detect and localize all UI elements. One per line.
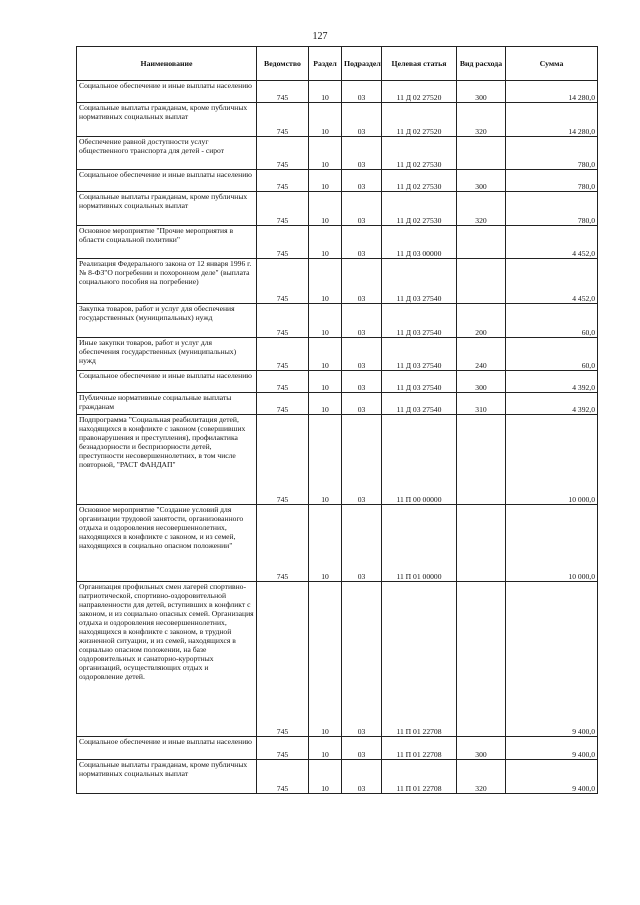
budget-table xyxy=(76,46,598,794)
table-row xyxy=(77,103,598,137)
cell-name: Социальные выплаты гражданам, кроме публичных нормативных социальных выплат xyxy=(77,103,257,137)
cell-dept: 745 xyxy=(257,505,309,582)
cell-subsection: 03 xyxy=(342,371,382,393)
cell-name: Основное мероприятие "Прочие мероприятия в области социальной политики" xyxy=(77,226,257,259)
cell-exptype: 300 xyxy=(457,81,506,103)
cell-amount: 4 452,0 xyxy=(506,259,598,304)
cell-section: 10 xyxy=(309,103,342,137)
cell-exptype: 300 xyxy=(457,371,506,393)
cell-subsection: 03 xyxy=(342,226,382,259)
cell-section: 10 xyxy=(309,192,342,226)
cell-name: Социальные выплаты гражданам, кроме публичных нормативных социальных выплат xyxy=(77,192,257,226)
table-row xyxy=(77,338,598,371)
cell-section: 10 xyxy=(309,371,342,393)
cell-target: 11 Д 02 27520 xyxy=(382,103,457,137)
cell-amount: 60,0 xyxy=(506,338,598,371)
table-row xyxy=(77,415,598,505)
table-body xyxy=(77,81,598,794)
cell-exptype xyxy=(457,582,506,737)
cell-dept: 745 xyxy=(257,582,309,737)
col-header-section: Раздел xyxy=(309,47,342,81)
cell-subsection: 03 xyxy=(342,760,382,794)
cell-subsection: 03 xyxy=(342,505,382,582)
cell-target: 11 Д 02 27530 xyxy=(382,170,457,192)
cell-target: 11 П 01 00000 xyxy=(382,505,457,582)
cell-section: 10 xyxy=(309,81,342,103)
col-header-target: Целевая статья xyxy=(382,47,457,81)
cell-target: 11 Д 03 00000 xyxy=(382,226,457,259)
cell-subsection: 03 xyxy=(342,304,382,338)
cell-amount: 14 280,0 xyxy=(506,103,598,137)
cell-section: 10 xyxy=(309,505,342,582)
cell-exptype: 200 xyxy=(457,304,506,338)
cell-exptype: 300 xyxy=(457,737,506,760)
cell-subsection: 03 xyxy=(342,192,382,226)
table-row xyxy=(77,304,598,338)
col-header-name: Наименование xyxy=(77,47,257,81)
cell-amount: 4 392,0 xyxy=(506,371,598,393)
cell-target: 11 П 01 22708 xyxy=(382,582,457,737)
cell-section: 10 xyxy=(309,137,342,170)
cell-amount: 60,0 xyxy=(506,304,598,338)
cell-name: Основное мероприятие "Создание условий для организации трудовой занятости, организованного отдыха и оздоровления несовершеннолетних, находящихся в конфликте с законом, и из семей, находящихся в социально опасном положении" xyxy=(77,505,257,582)
cell-exptype xyxy=(457,137,506,170)
cell-dept: 745 xyxy=(257,81,309,103)
table-row xyxy=(77,259,598,304)
cell-subsection: 03 xyxy=(342,170,382,192)
cell-subsection: 03 xyxy=(342,582,382,737)
cell-name: Публичные нормативные социальные выплаты гражданам xyxy=(77,393,257,415)
cell-amount: 780,0 xyxy=(506,170,598,192)
cell-dept: 745 xyxy=(257,304,309,338)
cell-dept: 745 xyxy=(257,170,309,192)
cell-exptype: 240 xyxy=(457,338,506,371)
cell-name: Закупка товаров, работ и услуг для обеспечения государственных (муниципальных) нужд xyxy=(77,304,257,338)
table-row xyxy=(77,582,598,737)
cell-subsection: 03 xyxy=(342,415,382,505)
cell-dept: 745 xyxy=(257,259,309,304)
cell-amount: 14 280,0 xyxy=(506,81,598,103)
cell-exptype xyxy=(457,415,506,505)
cell-target: 11 П 01 22708 xyxy=(382,737,457,760)
cell-target: 11 Д 03 27540 xyxy=(382,371,457,393)
cell-name: Реализация Федерального закона от 12 января 1996 г. № 8-ФЗ"О погребении и похоронном деле" (выплата социального пособия на погребение) xyxy=(77,259,257,304)
cell-target: 11 Д 03 27540 xyxy=(382,304,457,338)
cell-subsection: 03 xyxy=(342,103,382,137)
cell-dept: 745 xyxy=(257,415,309,505)
cell-section: 10 xyxy=(309,304,342,338)
table-row xyxy=(77,505,598,582)
table-header-row xyxy=(77,47,598,81)
cell-section: 10 xyxy=(309,259,342,304)
table-row xyxy=(77,371,598,393)
cell-name: Социальное обеспечение и иные выплаты населению xyxy=(77,170,257,192)
cell-exptype xyxy=(457,505,506,582)
cell-subsection: 03 xyxy=(342,81,382,103)
cell-name: Организация профильных смен лагерей спортивно-патриотической, спортивно-оздоровительной направленности для детей, вступивших в конфликт с законом, и из социально опасных семей. Организация отдыха и оздоровления несовершеннолетних, находящихся в конфликте с законом, в трудной жизненной ситуации, и из семей, находящихся в социально опасном положении, на базе оздоровительных и санаторно-курортных организаций, осуществляющих отдых и оздоровление детей. xyxy=(77,582,257,737)
cell-amount: 9 400,0 xyxy=(506,737,598,760)
cell-section: 10 xyxy=(309,582,342,737)
cell-amount: 4 452,0 xyxy=(506,226,598,259)
col-header-subsection: Подраздел xyxy=(342,47,382,81)
cell-section: 10 xyxy=(309,737,342,760)
cell-amount: 9 400,0 xyxy=(506,582,598,737)
cell-dept: 745 xyxy=(257,226,309,259)
table-row xyxy=(77,760,598,794)
cell-subsection: 03 xyxy=(342,737,382,760)
cell-name: Обеспечение равной доступности услуг общественного транспорта для детей - сирот xyxy=(77,137,257,170)
cell-amount: 10 000,0 xyxy=(506,415,598,505)
table-row xyxy=(77,393,598,415)
cell-subsection: 03 xyxy=(342,393,382,415)
cell-section: 10 xyxy=(309,170,342,192)
cell-exptype xyxy=(457,259,506,304)
cell-amount: 10 000,0 xyxy=(506,505,598,582)
cell-exptype: 310 xyxy=(457,393,506,415)
cell-amount: 780,0 xyxy=(506,192,598,226)
cell-amount: 4 392,0 xyxy=(506,393,598,415)
cell-name: Социальное обеспечение и иные выплаты населению xyxy=(77,81,257,103)
cell-name: Социальное обеспечение и иные выплаты населению xyxy=(77,371,257,393)
cell-target: 11 Д 03 27540 xyxy=(382,259,457,304)
cell-exptype: 320 xyxy=(457,192,506,226)
cell-target: 11 Д 03 27540 xyxy=(382,393,457,415)
page-number: 127 xyxy=(312,31,328,42)
col-header-dept: Ведомство xyxy=(257,47,309,81)
cell-exptype: 320 xyxy=(457,103,506,137)
cell-amount: 9 400,0 xyxy=(506,760,598,794)
cell-target: 11 Д 02 27530 xyxy=(382,192,457,226)
table-row xyxy=(77,81,598,103)
cell-dept: 745 xyxy=(257,137,309,170)
cell-target: 11 Д 02 27520 xyxy=(382,81,457,103)
cell-section: 10 xyxy=(309,393,342,415)
table-row xyxy=(77,226,598,259)
col-header-amount: Сумма xyxy=(506,47,598,81)
cell-section: 10 xyxy=(309,338,342,371)
cell-name: Социальное обеспечение и иные выплаты населению xyxy=(77,737,257,760)
cell-dept: 745 xyxy=(257,393,309,415)
col-header-exptype: Вид расхода xyxy=(457,47,506,81)
cell-subsection: 03 xyxy=(342,338,382,371)
cell-section: 10 xyxy=(309,415,342,505)
cell-target: 11 П 00 00000 xyxy=(382,415,457,505)
cell-dept: 745 xyxy=(257,338,309,371)
cell-amount: 780,0 xyxy=(506,137,598,170)
cell-target: 11 Д 02 27530 xyxy=(382,137,457,170)
cell-name: Иные закупки товаров, работ и услуг для обеспечения государственных (муниципальных) нужд xyxy=(77,338,257,371)
cell-exptype: 320 xyxy=(457,760,506,794)
table-row xyxy=(77,137,598,170)
cell-dept: 745 xyxy=(257,103,309,137)
table-row xyxy=(77,192,598,226)
cell-target: 11 Д 03 27540 xyxy=(382,338,457,371)
cell-subsection: 03 xyxy=(342,137,382,170)
cell-dept: 745 xyxy=(257,760,309,794)
cell-target: 11 П 01 22708 xyxy=(382,760,457,794)
cell-dept: 745 xyxy=(257,371,309,393)
table-row xyxy=(77,737,598,760)
cell-dept: 745 xyxy=(257,737,309,760)
cell-section: 10 xyxy=(309,760,342,794)
cell-section: 10 xyxy=(309,226,342,259)
table-row xyxy=(77,170,598,192)
cell-dept: 745 xyxy=(257,192,309,226)
cell-name: Социальные выплаты гражданам, кроме публичных нормативных социальных выплат xyxy=(77,760,257,794)
cell-exptype xyxy=(457,226,506,259)
cell-subsection: 03 xyxy=(342,259,382,304)
cell-name: Подпрограмма "Социальная реабилитация детей, находящихся в конфликте с законом (совершивших правонарушения и преступления), профилактика безнадзорности и беспризорности детей, преступности несовершеннолетних, в том числе повторной, "РАСТ ФАНДАП" xyxy=(77,415,257,505)
cell-exptype: 300 xyxy=(457,170,506,192)
